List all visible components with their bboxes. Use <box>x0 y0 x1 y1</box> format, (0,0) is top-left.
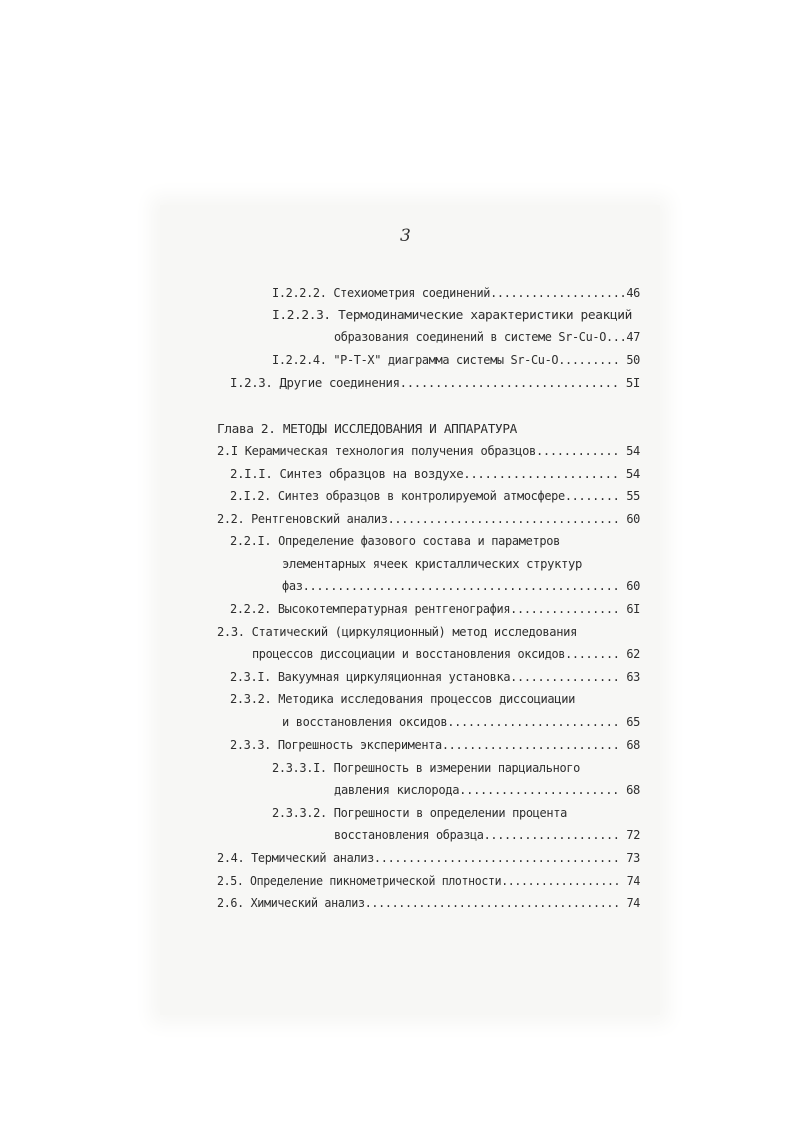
toc-entry: I.2.2.4. "P-T-X" диаграмма системы Sr-Cu-O......... 50 <box>272 352 640 367</box>
toc-entry: 2.I.I. Синтез образцов на воздухе...................... 54 <box>230 466 640 481</box>
toc-entry: и восстановления оксидов......................... 65 <box>282 714 640 729</box>
toc-entry: 2.5. Определение пикнометрической плотности.................. 74 <box>217 873 640 888</box>
toc-entry: 2.3.3. Погрешность эксперимента.......................... 68 <box>230 737 640 752</box>
toc-entry: 2.3.2. Методика исследования процессов диссоциации <box>230 691 575 706</box>
toc-entry: 2.2.I. Определение фазового состава и параметров <box>230 533 560 548</box>
toc-entry: I.2.3. Другие соединения............................... 5I <box>230 375 640 390</box>
toc-entry: давления кислорода....................... 68 <box>334 782 640 797</box>
toc-entry: фаз.............................................. 60 <box>282 578 640 593</box>
toc-entry: 2.3. Статический (циркуляционный) метод исследования <box>217 624 577 639</box>
toc-entry: процессов диссоциации и восстановления оксидов........ 62 <box>252 646 640 661</box>
toc-entry: 2.6. Химический анализ...................................... 74 <box>217 895 640 910</box>
toc-entry: I.2.2.3. Термодинамические характеристики реакций <box>272 307 632 322</box>
chapter-heading: Глава 2. МЕТОДЫ ИССЛЕДОВАНИЯ И АППАРАТУРА <box>217 421 517 436</box>
toc-entry: 2.3.3.I. Погрешность в измерении парциального <box>272 760 580 775</box>
toc-entry: 2.3.I. Вакуумная циркуляционная установка................ 63 <box>230 669 640 684</box>
toc-entry: элементарных ячеек кристаллических структур <box>282 556 582 571</box>
toc-entry: восстановления образца.................... 72 <box>334 827 640 842</box>
toc-entry: 2.2.2. Высокотемпературная рентгенография................ 6I <box>230 601 640 616</box>
toc-entry: 2.I Керамическая технология получения образцов............ 54 <box>217 443 640 458</box>
toc-entry: 2.3.3.2. Погрешности в определении процента <box>272 805 567 820</box>
toc-entry: I.2.2.2. Стехиометрия соединений....................46 <box>272 285 640 300</box>
toc-entry: 2.4. Термический анализ.................................... 73 <box>217 850 640 865</box>
page-number: 3 <box>400 226 411 246</box>
toc-entry: образования соединений в системе Sr-Cu-O...47 <box>334 329 640 344</box>
toc-entry: 2.2. Рентгеновский анализ.................................. 60 <box>217 511 640 526</box>
toc-entry: 2.I.2. Синтез образцов в контролируемой атмосфере........ 55 <box>230 488 640 503</box>
